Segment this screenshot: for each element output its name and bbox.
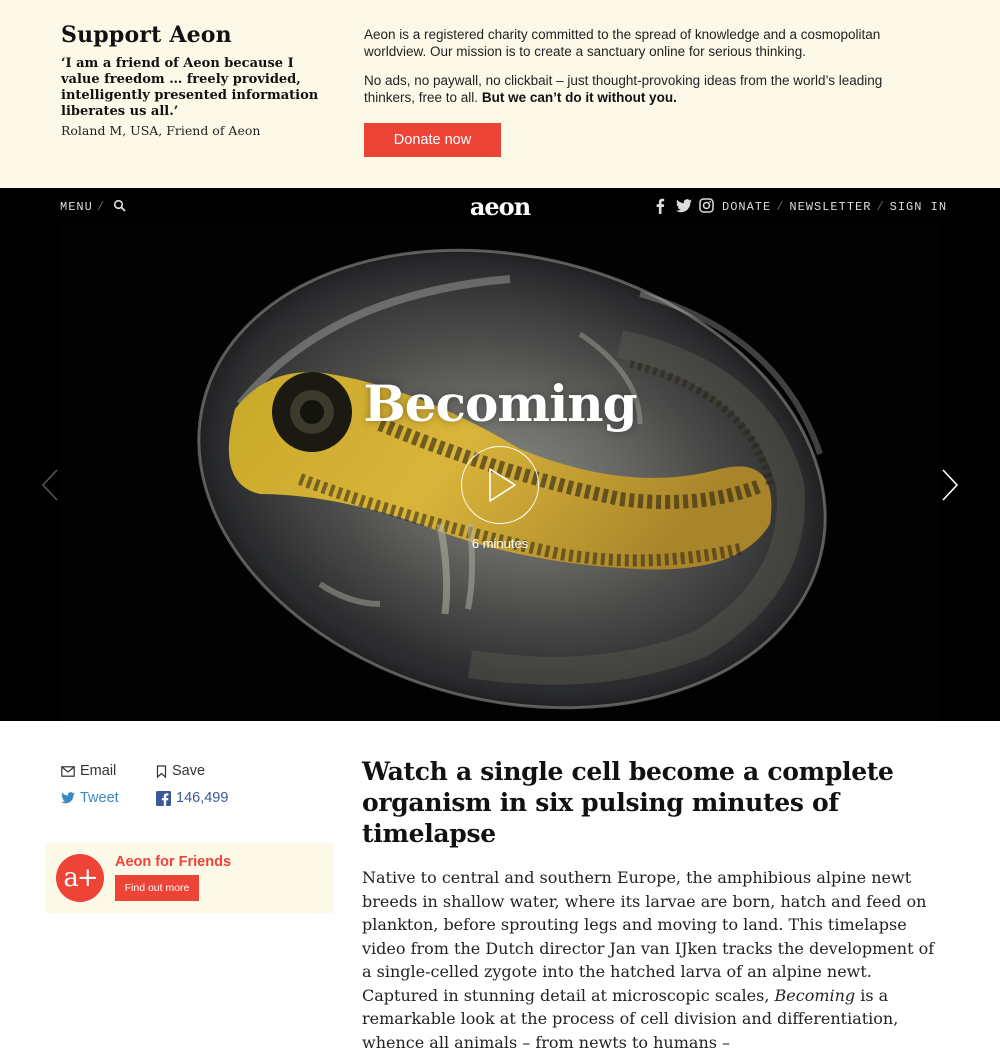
play-button[interactable] bbox=[461, 446, 539, 524]
find-out-more-button[interactable]: Find out more bbox=[115, 875, 199, 901]
article-title: Watch a single cell become a complete organism in six pulsing minutes of timelapse bbox=[362, 757, 894, 848]
article-body-text: Native to central and southern Europe, the amphibious alpine newt breeds in shallow water, where its larvae are born, hatch and feed on plankton, before sprouting legs and moving to land. This timelapse video from the Dutch director Jan van IJken tracks the development of a single-celled zygote into the hatched larva of an alpine newt. Captured in stunning detail at microscopic scales, bbox=[362, 868, 935, 1005]
nav-separator: / bbox=[97, 200, 105, 214]
video-duration: 6 minutes bbox=[471, 536, 529, 551]
search-icon[interactable] bbox=[113, 199, 127, 213]
nav-donate-link[interactable]: DONATE bbox=[722, 200, 772, 214]
aeon-plus-logo: a+ bbox=[56, 854, 104, 902]
support-pitch-text bbox=[364, 72, 904, 106]
support-pitch-bold: But we can’t do it without you. bbox=[481, 90, 677, 105]
aeon-logo[interactable]: aeon bbox=[469, 192, 531, 221]
support-intro bbox=[61, 22, 321, 138]
twitter-icon bbox=[61, 792, 75, 804]
tweet-label: Tweet bbox=[80, 790, 119, 806]
video-title: Becoming bbox=[363, 374, 637, 433]
menu-button[interactable]: MENU bbox=[60, 200, 93, 214]
facebook-icon[interactable] bbox=[654, 198, 666, 214]
article bbox=[362, 756, 952, 1054]
arrow-left-icon[interactable] bbox=[40, 468, 60, 502]
top-nav bbox=[0, 188, 1000, 224]
tweet-button[interactable] bbox=[61, 790, 119, 806]
email-label: Email bbox=[80, 763, 117, 779]
nav-links bbox=[722, 200, 947, 214]
support-pitch-plain: No ads, no paywall, no clickbait – just thought-provoking ideas from the world’s leading thinkers, free to all. bbox=[364, 73, 883, 105]
nav-separator: / bbox=[876, 200, 885, 214]
video-hero[interactable] bbox=[0, 224, 1000, 721]
donate-now-button[interactable]: Donate now bbox=[364, 123, 501, 157]
play-icon bbox=[488, 467, 518, 503]
email-icon bbox=[61, 766, 75, 777]
article-body bbox=[362, 866, 942, 1054]
instagram-icon[interactable] bbox=[699, 198, 714, 213]
arrow-right-icon[interactable] bbox=[940, 468, 960, 502]
save-label: Save bbox=[172, 763, 206, 779]
facebook-share-button[interactable] bbox=[156, 790, 228, 806]
twitter-icon[interactable] bbox=[676, 199, 692, 213]
facebook-share-count: 146,499 bbox=[176, 790, 229, 806]
nav-sign-in-link[interactable]: SIGN IN bbox=[889, 200, 948, 214]
support-attribution: Roland M, USA, Friend of Aeon bbox=[61, 123, 261, 138]
article-body-text-continued: is a remarkable look at the process of cell division and differentiation, whence all animals – from newts to humans – bbox=[362, 985, 899, 1052]
support-title: Support Aeon bbox=[61, 22, 232, 48]
article-film-title: Becoming bbox=[774, 985, 856, 1005]
aeon-for-friends-card bbox=[45, 843, 334, 913]
support-description bbox=[364, 26, 904, 106]
support-mission-text: Aeon is a registered charity committed to the spread of knowledge and a cosmopolitan worldview. Our mission is to create a sanctuary online for serious thinking. bbox=[364, 27, 881, 59]
nav-newsletter-link[interactable]: NEWSLETTER bbox=[789, 200, 872, 214]
friends-title: Aeon for Friends bbox=[115, 854, 232, 870]
support-banner bbox=[0, 0, 1000, 188]
save-button[interactable] bbox=[156, 763, 205, 779]
facebook-icon bbox=[156, 791, 171, 806]
email-share-button[interactable] bbox=[61, 763, 116, 779]
support-quote: ‘I am a friend of Aeon because I value freedom … freely provided, intelligently presented information liberates us all.’ bbox=[61, 56, 319, 119]
bookmark-icon bbox=[156, 765, 167, 778]
nav-separator: / bbox=[776, 200, 785, 214]
